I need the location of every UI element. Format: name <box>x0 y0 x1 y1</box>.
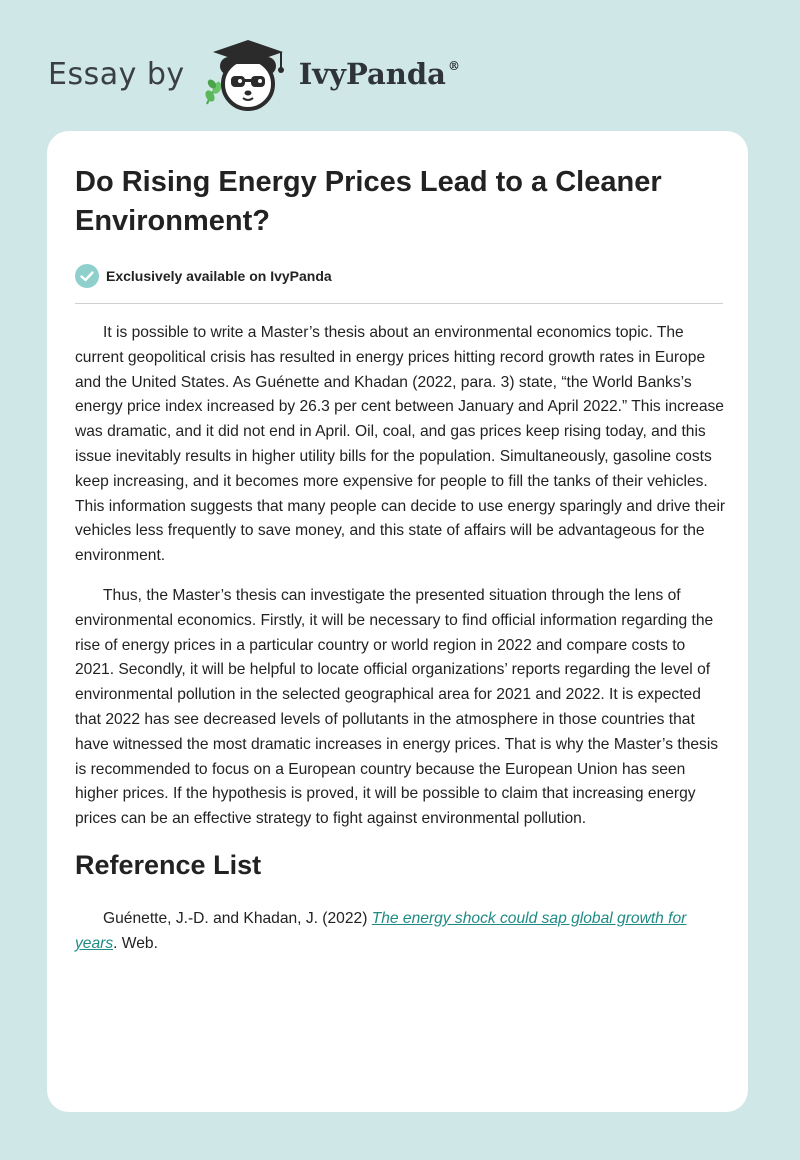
registered-mark: ® <box>447 59 460 73</box>
essay-body <box>75 321 727 957</box>
divider <box>75 303 723 304</box>
essay-by-label: Essay by <box>48 56 185 92</box>
page-title: Do Rising Energy Prices Lead to a Cleaner Environment? <box>75 166 662 237</box>
exclusive-notice <box>75 264 332 288</box>
panda-graduate-logo-icon <box>201 34 293 114</box>
site-header <box>48 34 460 114</box>
reference-entry <box>75 907 727 957</box>
paragraph: It is possible to write a Master’s thesis about an environmental economics topic. The current geopolitical crisis has resulted in energy prices hitting record growth rates in Europe and the United States. As Guénette and Khadan (2022, para. 3) state, “the World Banks’s energy price index increased by 26.3 per cent between January and April 2022.” This increase was dramatic, and it did not end in April. Oil, coal, and gas prices keep rising today, and this issue inevitably results in higher utility bills for the population. Simultaneously, gasoline costs keep increasing, and it becomes more expensive for people to fill the tanks of their vehicles. This information suggests that many people can decide to use energy sparingly and drive their vehicles less frequently to save money, and this state of affairs will be advantageous for the environment. <box>75 324 726 565</box>
essay-card <box>47 131 748 1112</box>
check-badge-icon <box>75 264 99 288</box>
reference-authors: Guénette, J.-D. and Khadan, J. (2022) <box>103 909 372 927</box>
brand-label: IvyPanda <box>298 57 446 91</box>
reference-list-heading: Reference List <box>75 849 262 880</box>
brand-name <box>299 57 460 91</box>
reference-suffix: . Web. <box>113 934 158 952</box>
paragraph: Thus, the Master’s thesis can investigate the presented situation through the lens of environmental economics. Firstly, it will be necessary to find official information regarding the rise of energy prices in a particular country or world region in 2022 and compare costs to 2021. Secondly, it will be helpful to locate official organizations’ reports regarding the level of environmental pollution in the selected geographical area for 2021 and 2022. It is expected that 2022 has see decreased levels of pollutants in the atmosphere in those countries that have witnessed the most dramatic increases in energy prices. That is why the Master’s thesis is recommended to focus on a European country because the European Union has seen higher prices. If the hypothesis is proved, it will be possible to claim that increasing energy prices can be an effective strategy to fight against environmental pollution. <box>75 586 719 828</box>
exclusive-label: Exclusively available on IvyPanda <box>106 268 332 284</box>
reference-link[interactable]: The energy shock could sap global growth for years <box>75 909 687 952</box>
